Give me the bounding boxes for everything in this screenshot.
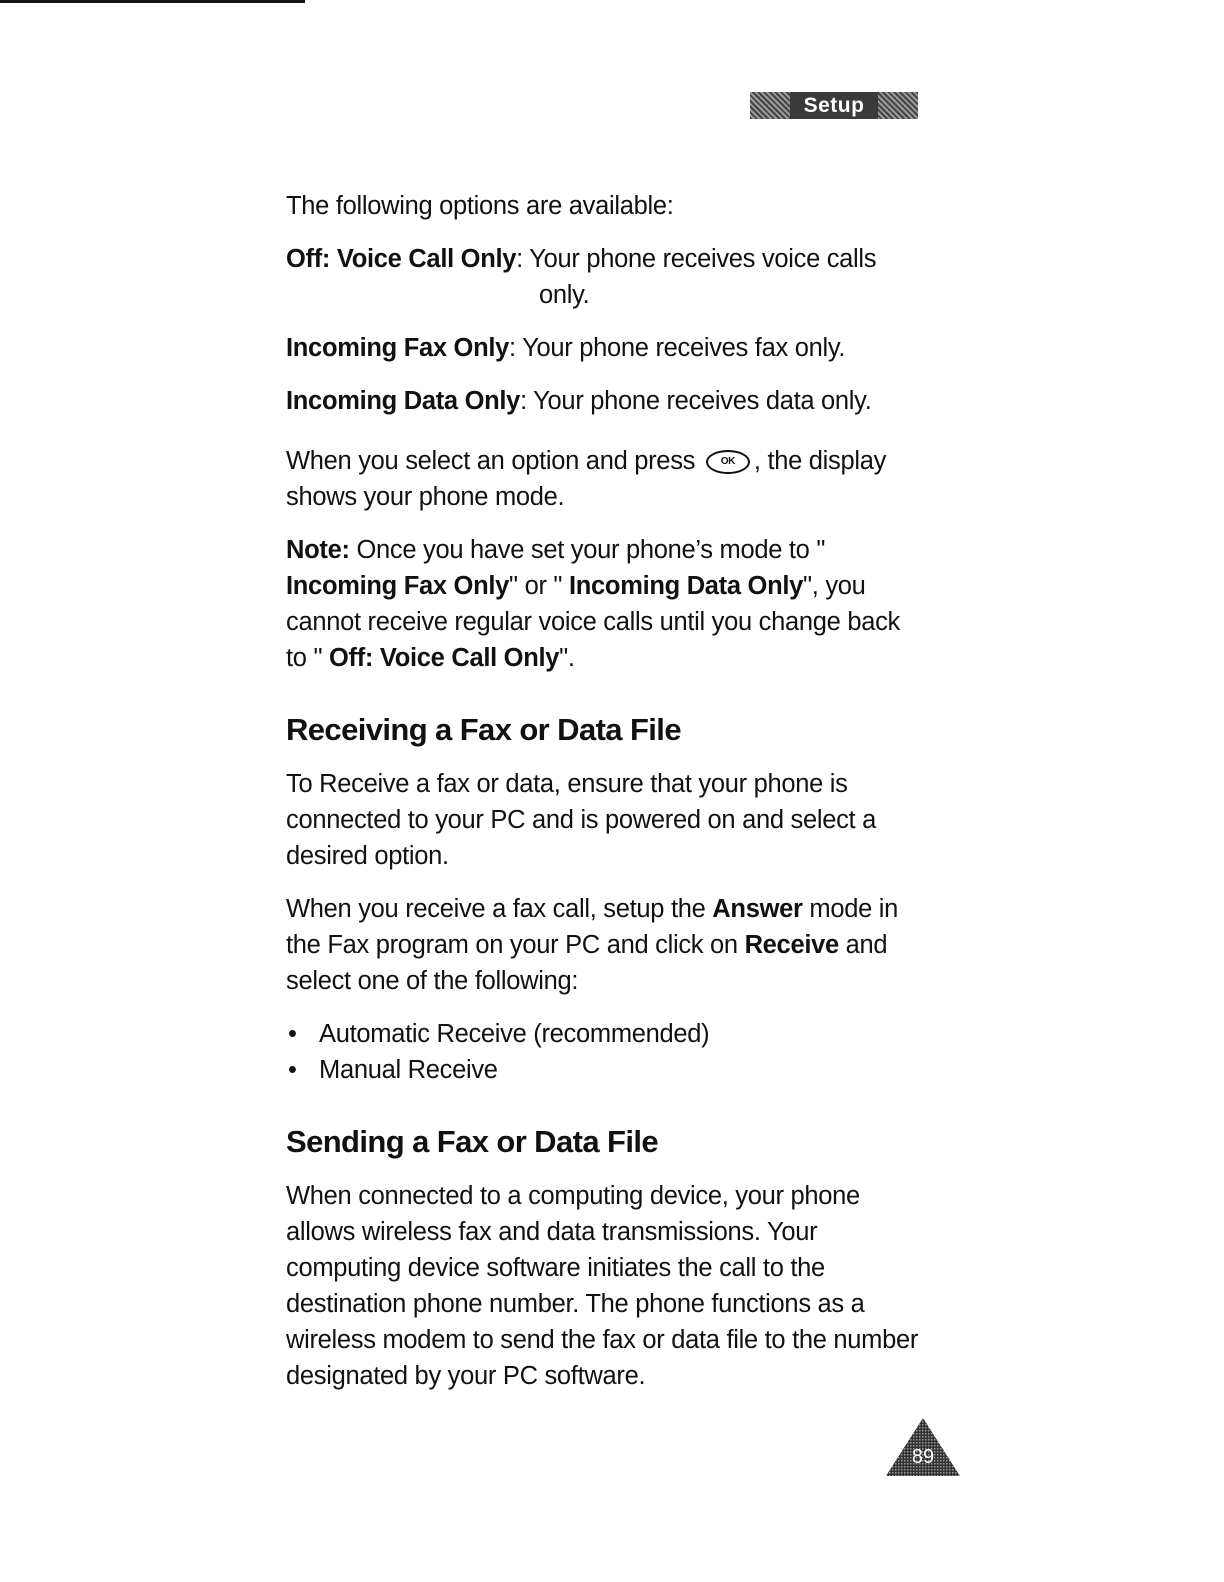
list-item: • Automatic Receive (recommended) bbox=[286, 1016, 926, 1052]
option-description-cont: only. bbox=[539, 281, 590, 309]
section-tab bbox=[750, 92, 918, 119]
page-content bbox=[286, 188, 926, 1411]
intro-text: The following options are available: bbox=[286, 192, 674, 220]
page-number-badge bbox=[886, 1418, 960, 1476]
section-tab-label: Setup bbox=[790, 92, 879, 119]
select-instruction: When you select an option and press OK , the display shows your phone mode. bbox=[286, 447, 887, 511]
list-item: • Manual Receive bbox=[286, 1052, 926, 1088]
option-label: Incoming Fax Only bbox=[286, 334, 510, 362]
receiving-paragraph: To Receive a fax or data, ensure that your phone is connected to your PC and is powered on and select a desired option. bbox=[286, 770, 877, 870]
note-label: Note: bbox=[286, 536, 350, 564]
option-data: Incoming Data Only: Your phone receives data only. bbox=[286, 387, 872, 415]
option-description: Your phone receives fax only. bbox=[515, 334, 846, 362]
top-rule bbox=[0, 0, 305, 3]
receive-options-list bbox=[286, 1016, 926, 1088]
sending-heading: Sending a Fax or Data File bbox=[286, 1124, 658, 1159]
option-voice-call: Off: Voice Call Only: Your phone receives voice calls only. bbox=[286, 241, 926, 313]
option-fax: Incoming Fax Only: Your phone receives fax only. bbox=[286, 334, 846, 362]
ok-key-icon: OK bbox=[706, 450, 750, 474]
note-paragraph: Note: Once you have set your phone’s mode to " Incoming Fax Only" or " Incoming Data Only", you cannot receive regular voice calls until you change back to " Off: Voice Call Only". bbox=[286, 536, 900, 672]
option-description: Your phone receives voice calls bbox=[522, 245, 877, 273]
receiving-heading: Receiving a Fax or Data File bbox=[286, 712, 681, 747]
page-number: 89 bbox=[911, 1446, 935, 1468]
sending-paragraph: When connected to a computing device, your phone allows wireless fax and data transmissions. Your computing device software initiates the call to the destination phone number. The phone functions as a wireless modem to send the fax or data file to the number designated by your PC software. bbox=[286, 1182, 919, 1390]
option-label: Incoming Data Only bbox=[286, 387, 521, 415]
receiving-instruction: When you receive a fax call, setup the Answer mode in the Fax program on your PC and click on Receive and select one of the following: bbox=[286, 895, 899, 995]
option-description: Your phone receives data only. bbox=[526, 387, 872, 415]
option-label: Off: Voice Call Only bbox=[286, 245, 517, 273]
